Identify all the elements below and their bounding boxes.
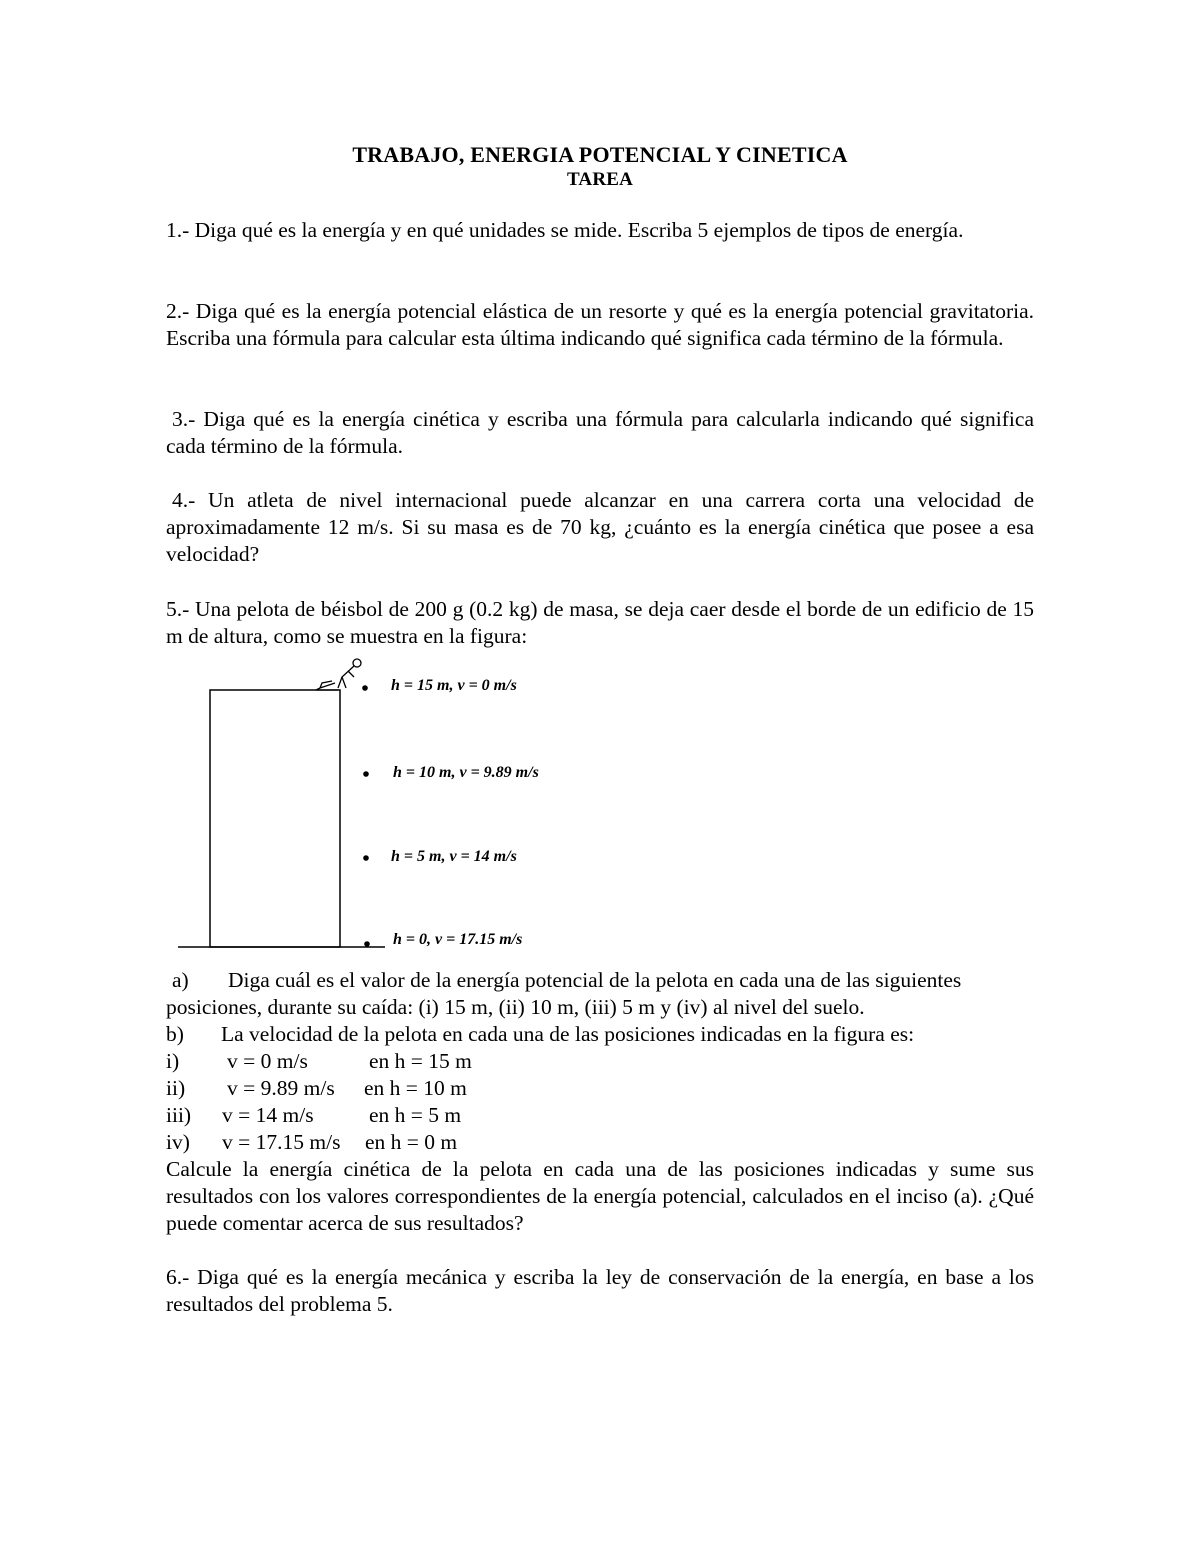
velocity-row: [166, 1102, 462, 1129]
building-figure: [170, 655, 630, 955]
part-a-text-1: Diga cuál es el valor de la energía potencial de la pelota en cada una de las siguientes: [228, 968, 962, 992]
velocity-row: [166, 1048, 472, 1075]
ball-marker-2: [363, 771, 369, 777]
figure-label-4: h = 0, v = 17.15 m/s: [393, 931, 523, 948]
part-b-text: La velocidad de la pelota en cada una de las posiciones indicadas en la figura es:: [221, 1022, 915, 1046]
person-icon: [316, 659, 361, 690]
ball-marker-4: [364, 941, 370, 947]
part-a-line-1: [166, 967, 962, 994]
building-diagram: [170, 655, 630, 955]
figure-label-1: h = 15 m, v = 0 m/s: [391, 677, 517, 694]
question-4: 4.- Un atleta de nivel internacional puede alcanzar en una carrera corta una velocidad de aproximadamente 12 m/s. Si su masa es de 70 kg, ¿cuánto es la energía cinética que posee a esa velocidad?: [166, 488, 1034, 566]
figure-label-3: h = 5 m, v = 14 m/s: [391, 848, 517, 865]
part-b-marker: b): [166, 1022, 184, 1046]
velocity-height: en h = 5 m: [369, 1103, 462, 1127]
velocity-roman: ii): [166, 1076, 186, 1100]
part-a-marker: a): [172, 968, 189, 992]
velocity-roman: i): [166, 1049, 180, 1073]
document-subtitle: TAREA: [566, 169, 634, 190]
building-outline: [210, 690, 340, 947]
velocity-row: [166, 1075, 467, 1102]
part-b-line: [166, 1021, 915, 1048]
velocity-value: v = 17.15 m/s: [222, 1130, 341, 1154]
velocity-value: v = 9.89 m/s: [227, 1076, 335, 1100]
velocity-row: [166, 1129, 458, 1156]
question-6: 6.- Diga qué es la energía mecánica y escriba la ley de conservación de la energía, en base a los resultados del problema 5.: [166, 1265, 1034, 1316]
velocity-value: v = 0 m/s: [227, 1049, 308, 1073]
question-3: 3.- Diga qué es la energía cinética y escriba una fórmula para calcularla indicando qué significa cada término de la fórmula.: [166, 407, 1034, 458]
document-title: TRABAJO, ENERGIA POTENCIAL Y CINETICA: [352, 142, 848, 167]
question-5: 5.- Una pelota de béisbol de 200 g (0.2 kg) de masa, se deja caer desde el borde de un edificio de 15 m de altura, como se muestra en la figura:: [166, 597, 1034, 648]
part-b-closing: Calcule la energía cinética de la pelota en cada una de las posiciones indicadas y sume sus resultados con los valores correspondientes de la energía potencial, calculados en el inciso (a). ¿Qué puede comentar acerca de sus resultados?: [166, 1157, 1034, 1235]
figure-label-2: h = 10 m, v = 9.89 m/s: [393, 764, 539, 781]
question-2: 2.- Diga qué es la energía potencial elástica de un resorte y qué es la energía potencial gravitatoria. Escriba una fórmula para calcular esta última indicando qué significa cada término de la fórmula.: [166, 299, 1034, 350]
ball-marker-3: [363, 855, 369, 861]
velocity-height: en h = 0 m: [365, 1130, 458, 1154]
velocity-roman: iii): [166, 1103, 192, 1127]
velocity-height: en h = 15 m: [369, 1049, 472, 1073]
velocity-value: v = 14 m/s: [222, 1103, 314, 1127]
ball-markers: [362, 685, 370, 947]
part-a-text-2: posiciones, durante su caída: (i) 15 m, (ii) 10 m, (iii) 5 m y (iv) al nivel del suelo.: [166, 995, 865, 1019]
question-1: 1.- Diga qué es la energía y en qué unidades se mide. Escriba 5 ejemplos de tipos de energía.: [166, 218, 964, 242]
velocity-roman: iv): [166, 1130, 190, 1154]
velocity-height: en h = 10 m: [364, 1076, 467, 1100]
ball-marker-1: [362, 685, 368, 691]
